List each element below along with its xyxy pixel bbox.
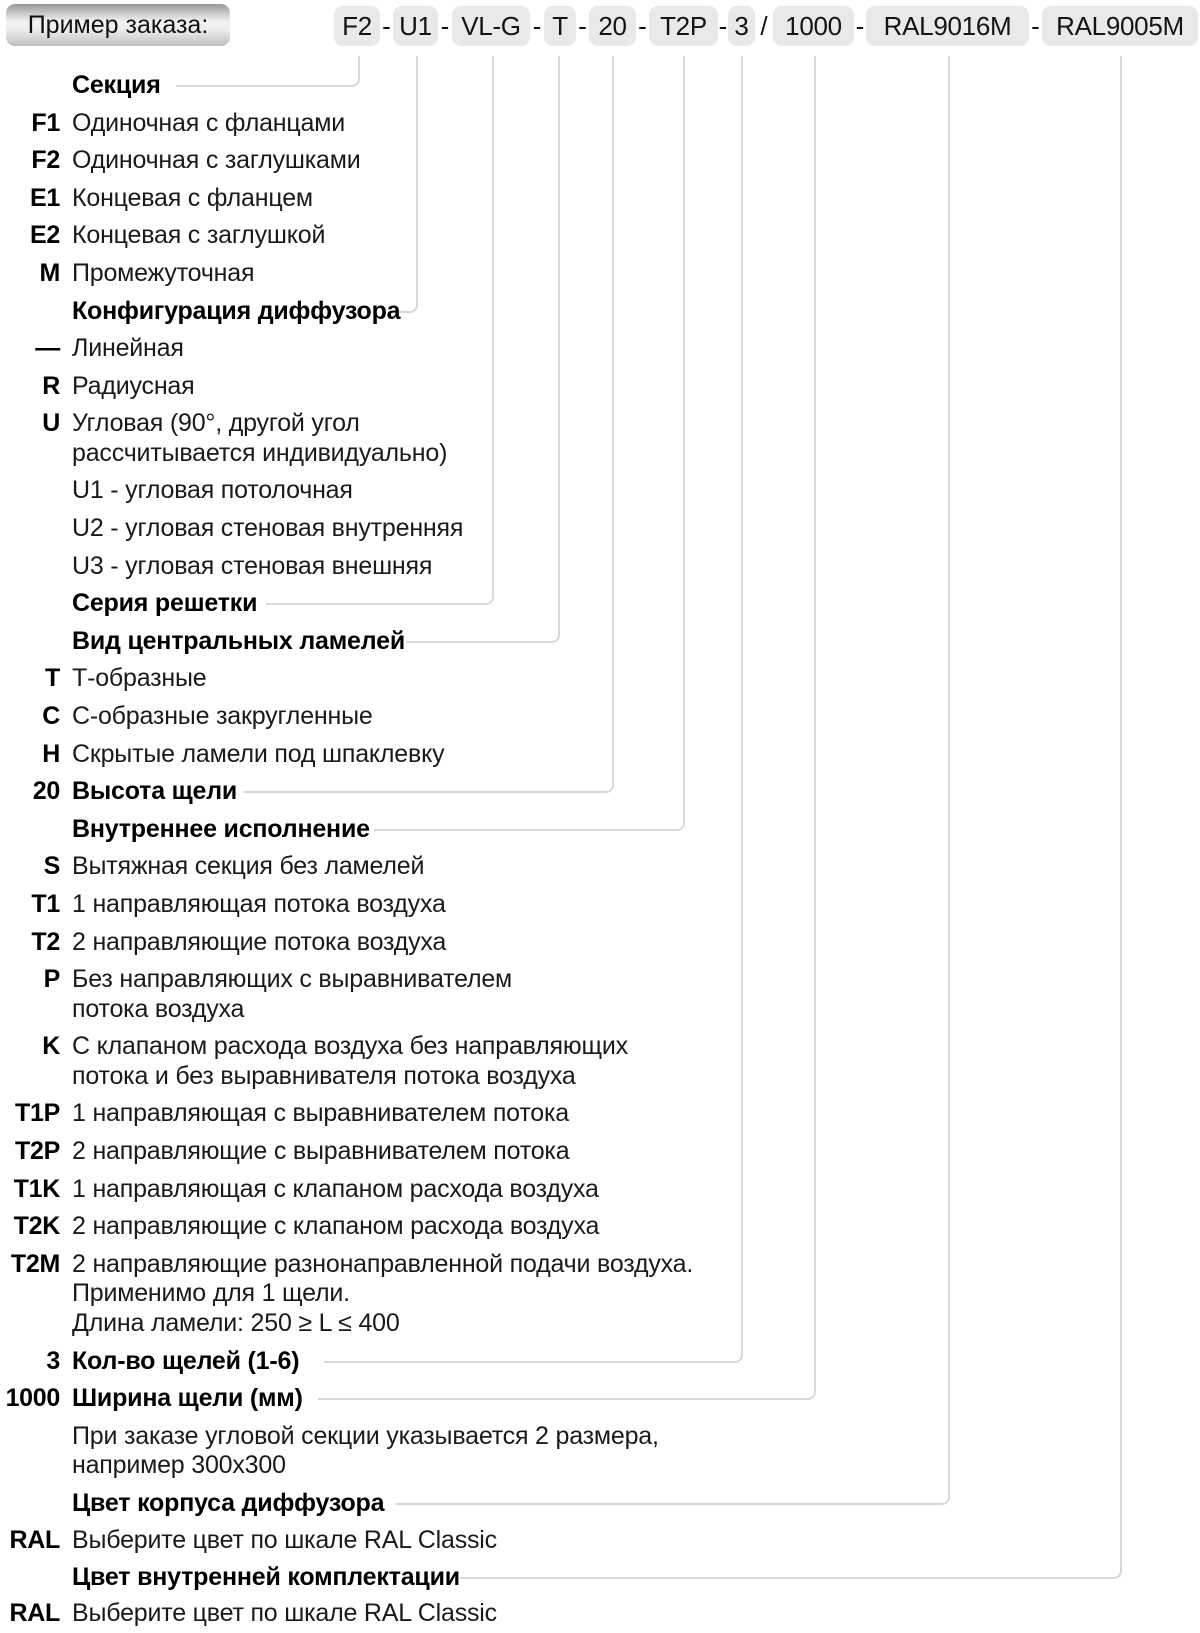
row-text: Угловая (90°, другой угол (72, 408, 360, 437)
row-text: Секция (72, 70, 161, 99)
code-chip-label: T (552, 10, 568, 41)
row-code: T1P (15, 1098, 60, 1127)
header-slot-width (0, 1383, 303, 1413)
dash: - (440, 10, 450, 41)
row-code: F2 (31, 145, 60, 174)
row-text: например 300x300 (72, 1450, 286, 1479)
row-code: — (35, 333, 60, 362)
row-text: рассчитывается индивидуально) (72, 438, 448, 467)
code-separator (530, 6, 544, 46)
row-code: E1 (30, 183, 60, 212)
code-chip-label: RAL9005M (1056, 10, 1184, 41)
dash: - (578, 10, 587, 41)
code-chip-lamella (544, 6, 576, 46)
code-chip-config (393, 6, 438, 46)
row-code: T2P (15, 1136, 60, 1165)
row-text: Применимо для 1 щели. (72, 1278, 350, 1307)
legend-row-t2k (0, 1211, 599, 1241)
row-text: Высота щели (72, 776, 238, 805)
code-chip-label: 20 (598, 10, 627, 41)
row-text: Внутреннее исполнение (72, 814, 370, 843)
row-text: Радиусная (72, 371, 195, 400)
row-text: Промежуточная (72, 258, 255, 287)
code-separator (636, 6, 649, 46)
code-chip-slot-width (773, 6, 854, 46)
row-text: Ширина щели (мм) (72, 1383, 303, 1412)
code-chip-body-color (866, 6, 1029, 46)
order-example-label: Пример заказа: (27, 10, 209, 39)
legend-row-u-cont (0, 438, 447, 468)
legend-row-k (0, 1031, 628, 1061)
row-text: Концевая с заглушкой (72, 220, 326, 249)
code-separator (854, 6, 866, 46)
row-text: Скрытые ламели под шпаклевку (72, 739, 445, 768)
row-text: Без направляющих с выравнивателем (72, 964, 513, 993)
header-grille-series (0, 588, 257, 618)
row-text: U2 - угловая стеновая внутренняя (72, 513, 464, 542)
row-text: Кол-во щелей (1-6) (72, 1346, 300, 1375)
row-code: C (42, 701, 60, 730)
legend-row-t2p (0, 1136, 569, 1166)
dash: - (718, 10, 728, 41)
code-chip-label: F2 (342, 10, 372, 41)
row-code: T1 (31, 889, 60, 918)
header-body-color (0, 1488, 384, 1518)
slash: / (760, 10, 768, 41)
row-code: T (45, 663, 60, 692)
row-code: P (43, 964, 60, 993)
header-lamella-type (0, 626, 405, 656)
header-slot-height (0, 776, 237, 806)
code-separator (380, 6, 393, 46)
dash: - (382, 10, 391, 41)
row-code: 20 (32, 776, 60, 805)
legend-row-width-note-cont (0, 1450, 286, 1480)
row-text: С клапаном расхода воздуха без направляющих (72, 1031, 628, 1060)
legend-row-f2 (0, 145, 361, 175)
header-slot-count (0, 1346, 299, 1376)
row-text: Линейная (72, 333, 184, 362)
row-text: 2 направляющие разнонаправленной подачи воздуха. (72, 1249, 694, 1278)
code-separator (438, 6, 452, 46)
row-text: Вытяжная секция без ламелей (72, 851, 425, 880)
legend-row-m (0, 258, 254, 288)
legend-row-u1 (0, 475, 353, 505)
row-text: Т-образные (72, 663, 207, 692)
header-section (0, 70, 161, 100)
code-separator (1029, 6, 1042, 46)
legend-row-t2m-cont2 (0, 1308, 400, 1338)
row-code: U (42, 408, 60, 437)
code-chip-label: T2P (660, 10, 707, 41)
code-chip-label: 3 (734, 10, 749, 41)
row-text: Конфигурация диффузора (72, 296, 401, 325)
row-code: T2K (13, 1211, 60, 1240)
row-text: При заказе угловой секции указывается 2 размера, (72, 1421, 659, 1450)
row-text: 2 направляющие с выравнивателем потока (72, 1136, 570, 1165)
code-chip-slot-count (728, 6, 755, 46)
row-code: T2 (31, 927, 60, 956)
row-code: 3 (46, 1346, 60, 1375)
row-text: Серия решетки (72, 588, 258, 617)
legend-row-width-note (0, 1421, 659, 1451)
legend-row-linear (0, 333, 184, 363)
legend-row-s (0, 851, 424, 881)
row-text: 1 направляющая с клапаном расхода воздуха (72, 1174, 599, 1203)
row-code: R (42, 371, 60, 400)
code-chip-label: 1000 (785, 10, 842, 41)
row-code: 1000 (5, 1383, 60, 1412)
legend-row-e2 (0, 220, 325, 250)
legend-row-t1p (0, 1098, 569, 1128)
code-chip-label: VL-G (461, 10, 521, 41)
code-chip-section (334, 6, 380, 46)
legend-row-t1k (0, 1174, 599, 1204)
legend-row-t1 (0, 889, 446, 919)
code-chip-label: RAL9016M (883, 10, 1012, 41)
legend-row-t (0, 663, 207, 693)
row-text: потока и без выравнивателя потока воздуха (72, 1061, 576, 1090)
row-code: K (42, 1031, 60, 1060)
code-chip-series (452, 6, 530, 46)
dash: - (855, 10, 865, 41)
row-text: Длина ламели: 250 ≥ L ≤ 400 (72, 1308, 400, 1337)
row-text: 1 направляющая с выравнивателем потока (72, 1098, 569, 1127)
header-inner-config (0, 814, 370, 844)
row-code: RAL (9, 1525, 60, 1554)
legend-row-p-cont (0, 994, 244, 1024)
code-chip-inner-config (649, 6, 718, 46)
row-text: Одиночная с фланцами (72, 108, 345, 137)
legend-row-k-cont (0, 1061, 576, 1091)
row-text: Выберите цвет по шкале RAL Classic (72, 1525, 497, 1554)
row-code: F1 (31, 108, 60, 137)
row-text: U3 - угловая стеновая внешняя (72, 551, 433, 580)
row-text: Цвет внутренней комплектации (72, 1562, 460, 1591)
dash: - (532, 10, 542, 41)
code-chip-label: U1 (399, 10, 432, 41)
row-code: T1K (13, 1174, 60, 1203)
legend-row-ral-body (0, 1525, 497, 1555)
code-separator (576, 6, 589, 46)
row-text: Концевая с фланцем (72, 183, 313, 212)
legend-row-t2 (0, 927, 446, 957)
dash: - (638, 10, 647, 41)
legend-row-u3 (0, 551, 432, 581)
row-text: U1 - угловая потолочная (72, 475, 353, 504)
row-text: Выберите цвет по шкале RAL Classic (72, 1598, 497, 1627)
header-diffuser-config (0, 296, 400, 326)
legend-row-h (0, 739, 444, 769)
header-inner-color (0, 1562, 460, 1592)
legend-row-ral-inner (0, 1598, 497, 1628)
code-separator (718, 6, 728, 46)
legend-row-c (0, 701, 373, 731)
row-text: 2 направляющие с клапаном расхода воздуха (72, 1211, 600, 1240)
legend-row-u (0, 408, 360, 438)
dash: - (1031, 10, 1040, 41)
row-code: T2M (10, 1249, 60, 1278)
legend-row-f1 (0, 108, 345, 138)
row-code: RAL (9, 1598, 60, 1627)
row-code: S (43, 851, 60, 880)
row-text: Цвет корпуса диффузора (72, 1488, 385, 1517)
row-text: 2 направляющие потока воздуха (72, 927, 447, 956)
row-text: Одиночная с заглушками (72, 145, 361, 174)
order-example-badge (6, 4, 230, 46)
row-text: потока воздуха (72, 994, 245, 1023)
legend-row-r (0, 371, 194, 401)
code-separator-slash (755, 6, 773, 46)
row-text: 1 направляющая потока воздуха (72, 889, 446, 918)
row-code: M (39, 258, 60, 287)
legend-row-t2m (0, 1249, 693, 1279)
row-code: H (42, 739, 60, 768)
code-chip-inner-color (1042, 6, 1198, 46)
legend-row-u2 (0, 513, 463, 543)
row-text: С-образные закругленные (72, 701, 373, 730)
connector-inner-color (460, 56, 1122, 1579)
legend-row-p (0, 964, 512, 994)
code-chip-slot-height (589, 6, 636, 46)
legend-row-t2m-cont (0, 1278, 350, 1308)
row-code: E2 (30, 220, 60, 249)
row-text: Вид центральных ламелей (72, 626, 405, 655)
legend-row-e1 (0, 183, 313, 213)
